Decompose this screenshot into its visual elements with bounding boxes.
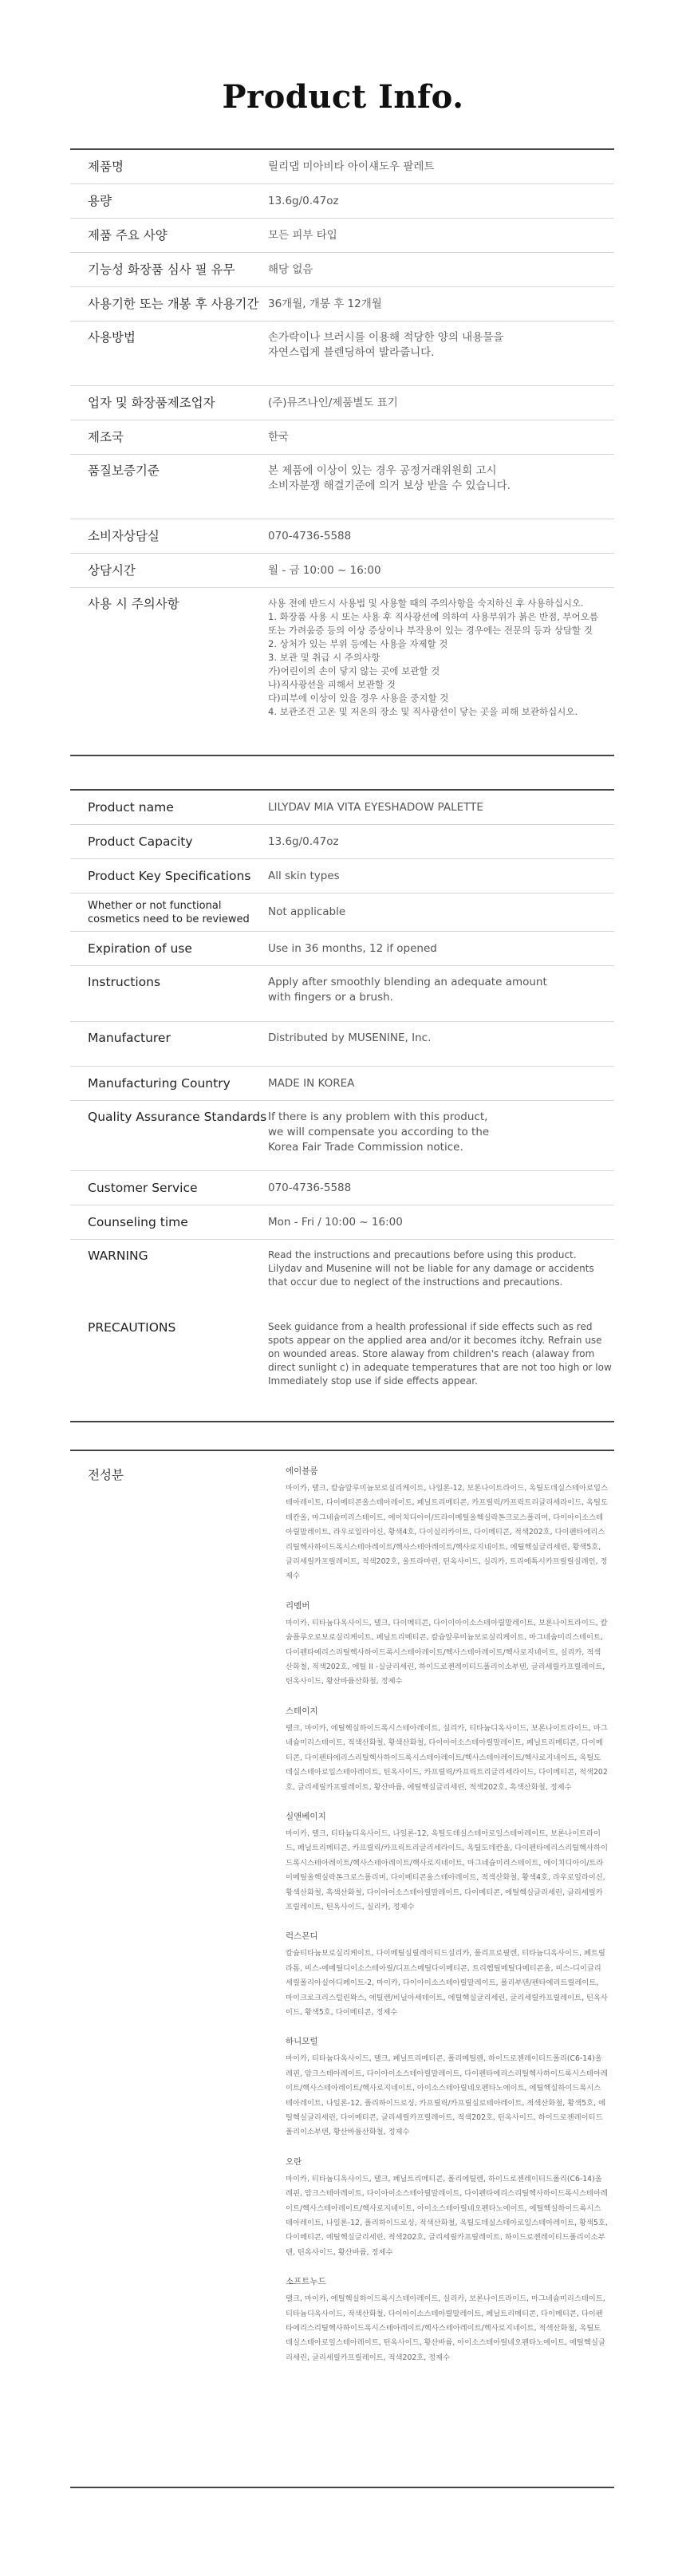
row-label: Manufacturing Country — [88, 1075, 231, 1091]
page-title: Product Info. — [222, 78, 464, 116]
table-row — [70, 1101, 614, 1171]
shade-ingredients: 탤크, 마이카, 에틸헥실하이드록시스테아레이트, 실리카, 티타늄디옥사이드, 보론나이트라이드, 마그네슘미리스테이트, 적색산화철, 황색산화철, 다이아이소스테아릴말레이트, 페닐트리메티콘, 다이메티콘, 다이펜타에리스리틸헥사하이드록시스테아레이트/헥사스테아레이트/헥사로지네이트, 옥틸도데실스테아로일스테아레이트, 틴옥사이드, 카프릴릭/카프릭트리글리세라이드, 다이메티콘, 적색202호, 글리세릴카프릴레이트, 황산바륨, 에틸헥실글리세린, 적색202호, 흑색산화철, 정제수 — [286, 1723, 608, 1792]
table-row — [70, 1067, 614, 1101]
row-label: WARNING — [88, 1249, 148, 1263]
korean-info-table — [70, 148, 614, 756]
shade-name: 스테이지 — [286, 1706, 318, 1716]
ingredients-section — [70, 1450, 614, 2488]
ingredients-label: 전성분 — [88, 1468, 124, 1482]
row-label: Counseling time — [88, 1214, 188, 1229]
row-value: If there is any problem with this product, we will compensate you according to the Korea Fair Trade Commission notice. — [268, 1110, 490, 1154]
table-row — [70, 894, 614, 932]
shade-name: 하니모럴 — [286, 2037, 318, 2047]
row-label: 사용기한 또는 개봉 후 사용기간 — [88, 296, 259, 311]
row-label: 제품 주요 사양 — [88, 227, 168, 243]
ingredient-shade — [286, 1600, 608, 1690]
table-row — [70, 554, 614, 588]
row-value: Not applicable — [268, 905, 346, 918]
row-label: Customer Service — [88, 1180, 198, 1195]
ingredient-shade — [286, 1811, 608, 1915]
table-row — [70, 1022, 614, 1067]
shade-name: 리멤버 — [286, 1600, 310, 1611]
row-value: 월 - 금 10:00 ~ 16:00 — [268, 563, 381, 577]
table-row — [70, 825, 614, 859]
table-row — [70, 322, 614, 386]
table-row — [70, 455, 614, 519]
row-value: All skin types — [268, 869, 340, 882]
shade-ingredients: 마이카, 탤크, 티타늄디옥사이드, 나일론-12, 옥틸도데실스테아로일스테아레이트, 보론나이트라이드, 페닐트리메티콘, 카프릴릭/카프릭트리글리세라이드, 옥틸도데칸올, 다이펜타에리스리틸헥사하이드록시스테아레이트/헥사스테아레이트/헥사로지네이트, 마그네슘미리스테이트, 에이치디아이/트라이메틸올헥실락톤크로스폴리머, 다이메티콘올스테아레이트, 적색산화철, 황색4호, 라우로일라이신, 황색산화철, 흑색산화철, 다이아이소스테아릴말레이트, 다이메티콘, 에틸헥실글리세린, 글리세릴카프릴레이트, 틴옥사이드, 실리카, 정제수 — [286, 1828, 608, 1911]
shade-name: 실앤베이지 — [286, 1811, 326, 1821]
row-label: 사용방법 — [88, 330, 136, 345]
row-label: 용량 — [88, 193, 112, 208]
shade-ingredients: 칼슘티타늄보로실리케이트, 다이메틸실릴레이티드실리카, 폴리프로필렌, 티타늄디옥사이드, 폐트릴라톰, 비스-에메틸디이소스테아릴/디프스메틸다이메티콘, 트리헵틸메틸다메티콘올, 비스-디이글리세릴폴리아실아디페이트-2, 마이카, 다이아이소스테아릴말레이트, 폴리부텐/펜타에리트릴레이트, 마이크로크리스털린왁스, 에틸렌/비닐아세테이트, 에틸헥실글리세린, 글리세릴카프릴레이트, 틴옥사이드, 황색5호, 다이메티콘, 정제수 — [286, 1949, 608, 2017]
row-value: Read the instructions and precautions before using this product. Lilydav and Musenine will not be liable for any damage or accidents that occur due to neglect of the instructions and precautions. — [268, 1249, 594, 1288]
row-label: 품질보증기준 — [88, 464, 160, 478]
english-info-table — [70, 789, 614, 1422]
ingredient-shade — [286, 2156, 608, 2260]
table-row — [70, 519, 614, 554]
row-value: 36개월, 개봉 후 12개월 — [268, 297, 382, 310]
shade-name: 럭스몬디 — [286, 1931, 318, 1942]
table-row — [70, 859, 614, 894]
row-value: Apply after smoothly blending an adequate amount with fingers or a brush. — [268, 976, 547, 1004]
row-value: Use in 36 months, 12 if opened — [268, 941, 437, 955]
ingredient-shade — [286, 2036, 608, 2140]
row-value: MADE IN KOREA — [268, 1076, 355, 1090]
row-value: Mon - Fri / 10:00 ~ 16:00 — [268, 1215, 403, 1229]
row-label: 제품명 — [88, 159, 124, 174]
table-row — [70, 150, 614, 184]
row-label: 사용 시 주의사항 — [88, 597, 179, 611]
table-row — [70, 253, 614, 287]
table-row — [70, 1312, 614, 1421]
row-label: 업자 및 화장품제조업자 — [88, 395, 215, 410]
table-row — [70, 1171, 614, 1205]
row-label: Product Capacity — [88, 834, 193, 849]
table-row — [70, 932, 614, 966]
row-label: Quality Assurance Standards — [88, 1110, 267, 1124]
table-row — [70, 420, 614, 455]
row-value: 모든 피부 타입 — [268, 228, 337, 242]
table-row — [70, 791, 614, 825]
table-row — [70, 1240, 614, 1312]
ingredient-shade — [286, 2276, 608, 2365]
table-row — [70, 287, 614, 322]
row-label: 기능성 화장품 심사 필 유무 — [88, 262, 235, 277]
shade-ingredients: 마이카, 티타늄다옥사이드, 탤크, 다이메티콘, 다이이아이소스테아릴말레이트, 보론나이트라이드, 칼슘플루오로보로실리케이트, 페닐트리메티콘, 칼슘알루미늄보로실리케이트, 마그네슘미리스테이트, 다이펜타에리스리틸헥사하이드록시스테아레이트/헥사스테아레이트/헥사로지네이트, 실리카, 적색산화철, 적색202호, 에틸 II -실글리세린, 하이드로젠레이티드폴리이소부텐, 글리세릴카프릴레이트, 틴옥사이드, 황산바륨산화철, 정제수 — [286, 1618, 608, 1686]
row-value: Seek guidance from a health professional if side effects such as red spots appear on the applied area and/or it becomes itchy. Refrain use on wounded areas. Store alaway from children's reach (alaway from direct sunlight c) in adequate temperatures that are not too high or low Immediately stop use if side effects appear. — [268, 1321, 612, 1387]
row-label: 상담시간 — [88, 562, 136, 578]
row-value: 릴리댑 미아비타 아이섀도우 팔레트 — [268, 160, 435, 173]
row-value: Distributed by MUSENINE, Inc. — [268, 1032, 432, 1044]
shade-name: 소프트누드 — [286, 2277, 326, 2287]
row-label: Manufacturer — [88, 1031, 171, 1045]
row-label: Expiration of use — [88, 941, 192, 956]
row-value: (주)뮤즈나인/제품별도 표기 — [268, 396, 398, 409]
ingredients-list — [286, 1466, 608, 2381]
row-value: 본 제품에 이상이 있는 경우 공정거래위원회 고시 소비자분쟁 해결기준에 의거 보상 받을 수 있습니다. — [268, 464, 511, 492]
shade-ingredients: 마이카, 티타늄다옥사이드, 탤크, 페닐트리메티콘, 폴리메틸렌, 하이드로젠레이티드폴리(C6-14)올레핀, 암크스테아레이트, 다이아이소스테아릴말레이트, 다이펜타에리스리틸헥사하이드록시스테아레이트/헥사스테아레이트/헥사로지네이트, 아이소스테아릴네오펜타노에이트, 에틸헥실하이드록시스테아레이트, 나일론-12, 폴리하이드로싱, 카프릴릭/카프릴실로테아레이트, 적색산화철, 황색5호, 에틸헥실글리세린, 다이메티콘, 글리세릴카프릴레이트, 적색202호, 틴옥사이드, 하이드로젠레이티드폴리이소부텐, 황산바륨산화철, 정제수 — [286, 2054, 608, 2137]
shade-name: 오란 — [286, 2156, 302, 2167]
row-value: LILYDAV MIA VITA EYESHADOW PALETTE — [268, 800, 483, 814]
row-value: 13.6g/0.47oz — [268, 194, 339, 207]
row-value: 13.6g/0.47oz — [268, 834, 339, 848]
table-row — [70, 588, 614, 755]
row-value: 해당 없음 — [268, 262, 313, 276]
row-label: Whether or not functional cosmetics need to be reviewed — [88, 899, 250, 925]
shade-ingredients: 마이카, 티타늄디옥사이드, 탤크, 페닐트리메티콘, 폴리에틸렌, 하이드로젠레이티드폴리(C6-14)올레핀, 암크스테아레이트, 다이아이소스테아릴말레이트, 다이펜타에리스리틸헥사하이드록시스테아레이트/헥사스테아레이트/헥사로지네이트, 아이소스테아릴네오펜타노에이트, 에틸헥실하이드록시스테아레이트, 나일론-12, 폴리하이드로싱, 적색산화철, 옥틸도데실스테아로일스테아레이트, 황색5호, 다이메티콘, 에틸헥실글리세린, 적색202호, 글리세릴카프릴레이트, 하이드로젠레이티드폴리이소부텐, 틴옥사이드, 황산바륨, 정제수 — [286, 2174, 608, 2257]
row-value: 070-4736-5588 — [268, 529, 352, 542]
row-label: Product name — [88, 799, 174, 815]
table-row — [70, 386, 614, 420]
shade-name: 에이블룸 — [286, 1466, 318, 1476]
table-row — [70, 966, 614, 1022]
table-row — [70, 219, 614, 253]
ingredient-shade — [286, 1466, 608, 1584]
ingredient-shade — [286, 1931, 608, 2020]
ingredient-shade — [286, 1706, 608, 1795]
shade-ingredients: 마이카, 탤크, 칼슘알루미늄보로실리케이트, 나일론-12, 보론나이트라이드, 옥틸도데실스테아로일스테아레이트, 다이메티콘올스테아레이트, 페닐트리메티콘, 카프릴릭/카프릭트리글리세라이드, 옥틸도데칸올, 마그네슘미리스테이트, 에이치디아이/트라이메틸올헥실락톤크로스폴리머, 다이아이소스테아릴말레이트, 라우로일라이신, 황색4호, 다이실리카이트, 다이메티콘, 적색202호, 다이펜타에리스리틸헥사하이드록시스테아레이트/헥사스테아레이트/헥사로지네이트, 에틸헥실글리세린, 황색5호, 글리세릴카프릴레이트, 적색202호, 울트라마린, 틴옥사이드, 실리카, 트리에톡시카프릴릴실레인, 정제수 — [286, 1484, 608, 1581]
row-label: Instructions — [88, 975, 161, 989]
row-label: PRECAUTIONS — [88, 1320, 176, 1335]
table-row — [70, 1205, 614, 1240]
shade-ingredients: 탤크, 마이카, 에틸헥실하이드록시스테아레이트, 실리카, 보론나이트라이드, 마그네슘미리스테이트, 티타늄디옥사이드, 적색산화철, 다이아이소스테아릴말레이트, 페닐트리메티콘, 다이메티콘, 다이펜타에리스리틸헥사하이드록시스테아레이트/헥사스테아레이트/헥사로지네이트, 적색산화철, 옥틸도데실스테아로일스테아레이트, 틴옥사이드, 황산바륨, 아이소스테아릴네오펜타노에이트, 에틸헥실글리세린, 글리세릴카프릴레이트, 적색202호, 정제수 — [286, 2294, 605, 2362]
row-label: 제조국 — [88, 429, 124, 444]
row-value: 손가락이나 브러시를 이용해 적당한 양의 내용물을 자연스럽게 블렌딩하여 발라줍니다. — [268, 331, 504, 359]
table-row — [70, 184, 614, 219]
row-value: 070-4736-5588 — [268, 1181, 352, 1194]
row-label: Product Key Specifications — [88, 868, 251, 883]
row-value: 사용 전에 반드시 사용법 및 사용할 때의 주의사항을 숙지하신 후 사용하십시오. 1. 화장품 사용 시 또는 사용 후 직사광선에 의하여 사용부위가 붉은 반점, 부어오름 또는 가려움증 등의 이상 증상이나 부작용이 있는 경우에는 전문의 등과 상담할 것 2. 상처가 있는 부위 등에는 사용을 자제할 것 3. 보관 및 취급 시 주의사항 가)어린이의 손이 닿지 않는 곳에 보관할 것 나)직사광선을 피해서 보관할 것 다)피부에 이상이 있을 경우 사용을 중지할 것 4. 보관조건 고온 및 저온의 장소 및 직사광선이 닿는 곳을 피해 보관하십시오. — [268, 598, 598, 717]
row-label: 소비자상담실 — [88, 528, 160, 543]
row-value: 한국 — [268, 430, 290, 444]
